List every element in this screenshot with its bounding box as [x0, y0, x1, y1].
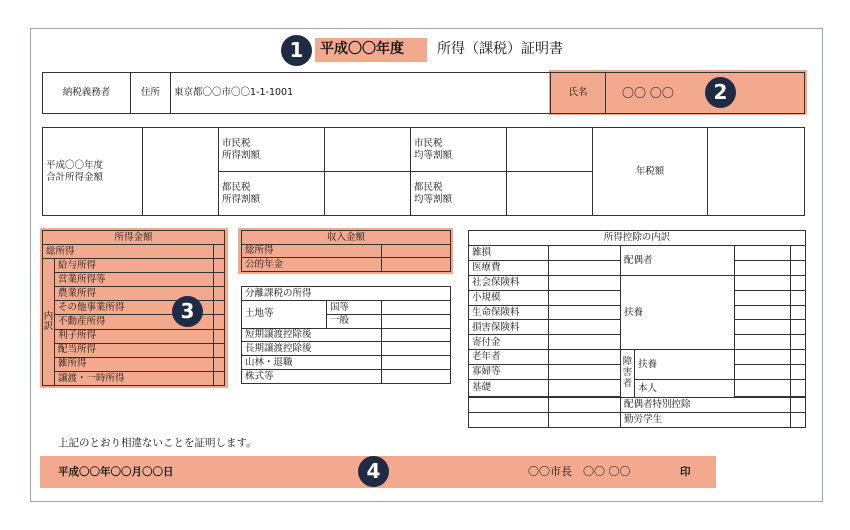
- callout-badge-3: 3: [172, 296, 203, 327]
- working-student-label: 勤労学生: [621, 413, 791, 428]
- callout-badge-4: 4: [358, 456, 389, 487]
- annual-tax-label: 年税額: [593, 128, 708, 216]
- title-year: 平成〇〇年度: [320, 41, 404, 57]
- spouse-value: [790, 245, 805, 260]
- income-total-label: 総所得: [43, 245, 214, 259]
- income-item-value: [214, 287, 225, 301]
- deduction-value: [549, 275, 621, 290]
- deduction-item: 基礎: [469, 380, 549, 397]
- name-label: 氏名: [551, 73, 606, 114]
- income-item-value: [214, 329, 225, 343]
- income-item: 雑所得: [55, 357, 214, 371]
- deduction-value: [549, 365, 621, 380]
- separate-item-value: [382, 342, 451, 356]
- spouse-value: [734, 245, 790, 260]
- separate-item: 山林・退職: [242, 356, 382, 370]
- disabled-value: [734, 365, 790, 380]
- income-item: 譲渡・一時所得: [55, 371, 214, 385]
- separate-item: 短期譲渡控除後: [242, 328, 382, 342]
- dependent-value: [790, 320, 805, 335]
- deduction-item: 老年者: [469, 350, 549, 365]
- city-income-levy-value: [325, 128, 411, 172]
- spouse-label: 配偶者: [621, 245, 735, 275]
- land-sub-national: 国等: [327, 300, 382, 314]
- deduction-value: [549, 350, 621, 365]
- issue-date: 平成〇〇年〇〇月〇〇日: [58, 466, 174, 478]
- deduction-value: [549, 413, 621, 428]
- disabled-value: [790, 380, 805, 397]
- revenue-item: 総所得: [242, 244, 382, 258]
- seal-mark: 印: [680, 466, 691, 478]
- deduction-value: [549, 260, 621, 275]
- revenue-item-value: [382, 244, 451, 258]
- disabled-self: 本人: [635, 380, 735, 398]
- income-item-value: [214, 301, 225, 315]
- dependent-value: [734, 335, 790, 350]
- land-sub-general: 一般: [327, 314, 382, 328]
- deduction-item: 雑損: [469, 245, 549, 260]
- revenue-header: 収入金額: [242, 231, 451, 245]
- land-value: [382, 300, 451, 314]
- deduction-value: [549, 380, 621, 397]
- annual-tax-value: [708, 128, 805, 216]
- deduction-value: [549, 398, 621, 413]
- name-value: 〇〇 〇〇: [606, 73, 805, 114]
- deduction-item-empty: [469, 413, 549, 428]
- city-per-capita-label: 市民税 均等割額: [411, 128, 507, 172]
- deduction-header: 所得控除の内訳: [469, 231, 806, 246]
- deduction-item: 生命保険料: [469, 305, 549, 320]
- total-income-value: [143, 128, 219, 216]
- separate-tax-table: [241, 286, 451, 384]
- spouse-value: [734, 260, 790, 275]
- deduction-item: 医療費: [469, 260, 549, 275]
- deduction-value: [549, 245, 621, 260]
- income-total-value: [214, 245, 225, 259]
- income-item-value: [214, 273, 225, 287]
- income-item-value: [214, 357, 225, 371]
- dependent-value: [790, 305, 805, 320]
- dependent-value: [790, 335, 805, 350]
- certify-text: 上記のとおり相違ないことを証明します。: [58, 437, 257, 449]
- income-item-value: [214, 371, 225, 385]
- separate-item-value: [382, 328, 451, 342]
- separate-header: 分離課税の所得: [242, 287, 451, 301]
- callout-badge-2: 2: [705, 77, 736, 108]
- revenue-item-value: [382, 258, 451, 272]
- income-item: 給与所得: [55, 259, 214, 273]
- city-income-levy-label: 市民税 所得割額: [219, 128, 325, 172]
- income-item: 営業所得等: [55, 273, 214, 287]
- pref-income-levy-value: [325, 172, 411, 216]
- dependent-value: [734, 305, 790, 320]
- income-item: その他事業所得: [55, 301, 214, 315]
- separate-item: 長期譲渡控除後: [242, 342, 382, 356]
- deduction-item-empty: [469, 398, 549, 413]
- deduction-item: 損害保険料: [469, 320, 549, 335]
- working-student-value: [790, 413, 805, 428]
- dependent-value: [790, 275, 805, 290]
- deduction-value: [549, 290, 621, 305]
- separate-item-value: [382, 356, 451, 370]
- revenue-item: 公的年金: [242, 258, 382, 272]
- total-income-label: 平成〇〇年度 合計所得金額: [43, 128, 143, 216]
- separate-item-value: [382, 370, 451, 384]
- disabled-value: [734, 380, 790, 397]
- pref-income-levy-label: 都民税 所得割額: [219, 172, 325, 216]
- revenue-table: [241, 230, 451, 272]
- pref-per-capita-label: 都民税 均等割額: [411, 172, 507, 216]
- dependent-value: [734, 320, 790, 335]
- deduction-value: [549, 320, 621, 335]
- income-item: 配当所得: [55, 343, 214, 357]
- disabled-value: [790, 350, 805, 365]
- summary-table: [42, 127, 805, 216]
- mayor-signature: 〇〇市長 〇〇 〇〇: [528, 465, 631, 478]
- deduction-item: 小規模: [469, 290, 549, 305]
- taxpayer-row: [42, 72, 805, 114]
- separate-item: 株式等: [242, 370, 382, 384]
- income-breakdown-label: 内訳: [43, 259, 55, 386]
- dependent-value: [734, 275, 790, 290]
- income-item: 農業所得: [55, 287, 214, 301]
- land-value: [382, 314, 451, 328]
- income-item: 利子所得: [55, 329, 214, 343]
- special-spouse-value: [790, 398, 805, 413]
- deduction-item: 寡婦等: [469, 365, 549, 380]
- dependent-value: [790, 290, 805, 305]
- disabled-value: [790, 365, 805, 380]
- page-title: 所得（課税）証明書: [437, 41, 563, 57]
- pref-per-capita-value: [507, 172, 593, 216]
- taxpayer-label: 納税義務者: [43, 73, 131, 114]
- income-item-value: [214, 343, 225, 357]
- dependent-value: [734, 290, 790, 305]
- special-spouse-label: 配偶者特別控除: [621, 398, 791, 413]
- dependent-label: 扶養: [621, 275, 735, 350]
- income-item-value: [214, 315, 225, 329]
- address-label: 住所: [131, 73, 171, 114]
- deduction-value: [549, 305, 621, 320]
- income-header: 所得金額: [43, 231, 225, 245]
- address-value: 東京都〇〇市〇〇1-1-1001: [171, 73, 551, 114]
- disabled-label: 障害者: [621, 350, 635, 398]
- income-item-value: [214, 259, 225, 273]
- deduction-item: 寄付金: [469, 335, 549, 350]
- callout-badge-1: 1: [281, 35, 312, 66]
- city-per-capita-value: [507, 128, 593, 172]
- deduction-item: 社会保険料: [469, 275, 549, 290]
- deduction-table: [468, 230, 806, 428]
- deduction-value: [549, 335, 621, 350]
- spouse-value: [790, 260, 805, 275]
- disabled-value: [734, 350, 790, 365]
- income-item: 不動産所得: [55, 315, 214, 329]
- land-label: 土地等: [242, 300, 327, 328]
- disabled-dependent: 扶養: [635, 350, 735, 380]
